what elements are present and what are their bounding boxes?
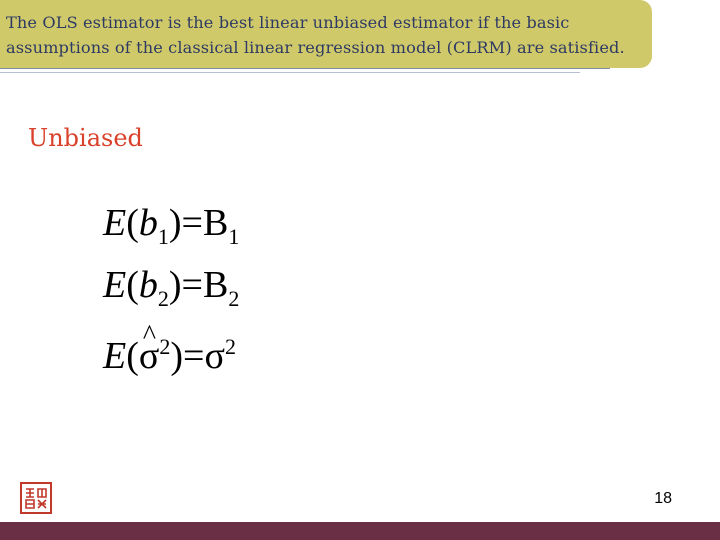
section-heading: Unbiased [28,124,143,152]
equation-block [103,192,239,378]
equation-2-argument: b [138,264,158,306]
header-divider [0,68,610,69]
equation-1-result: B [202,202,229,244]
equation-3-argument-superscript: 2 [159,334,171,359]
footer-bar [0,522,720,540]
header-banner [0,0,652,68]
equation-3-function: E [103,335,127,377]
equation-1: $E(b_1)=B_1$ [103,202,240,249]
equation-2: $E(b_2)=B_2$ [103,264,240,311]
equation-1-argument: b [138,202,158,244]
equation-3-result-superscript: 2 [224,334,236,359]
equation-1-result-subscript: 1 [228,224,240,249]
header-line-2: assumptions of the classical linear regression model (CLRM) are satisfied. [6,38,625,57]
equation-2-argument-subscript: 2 [157,286,169,311]
equation-2-result-subscript: 2 [228,286,240,311]
page-number: 18 [654,490,672,507]
equation-1-function: E [103,202,127,244]
header-line-1: The OLS estimator is the best linear unbiased estimator if the basic [6,13,570,32]
equation-3-result: σ [204,335,225,377]
seal-logo-icon [20,482,52,514]
equation-3-argument: ^ σ [139,325,159,387]
equation-1-argument-subscript: 1 [157,224,169,249]
equation-3: E(^ $\sigma^2)=\sigma^2$ [103,316,239,378]
header-divider-secondary [0,72,580,73]
equation-2-result: B [202,264,229,306]
equation-2-function: E [103,264,127,306]
